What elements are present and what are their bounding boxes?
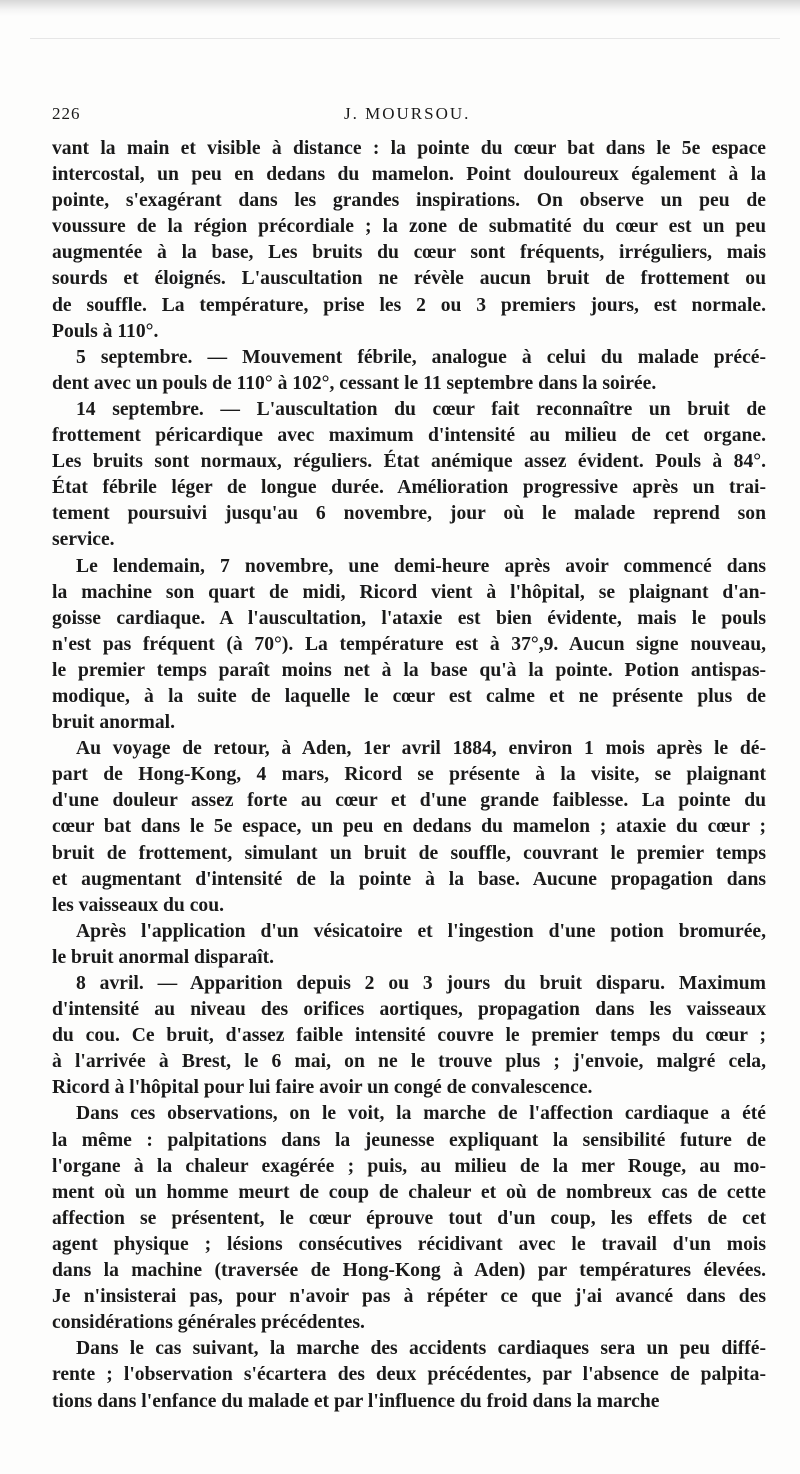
text-line: et augmentant d'intensité de la pointe à la base. Aucune propagation dans [52,868,766,890]
text-line: goisse cardiaque. A l'auscultation, l'ataxie est bien évidente, mais le pouls [52,607,766,629]
body-text [52,136,766,1415]
text-line: Au voyage de retour, à Aden, 1er avril 1884, environ 1 mois après le dé- [76,738,766,760]
page-top-edge [0,0,800,16]
paragraph [52,1101,766,1336]
text-line: le bruit anormal disparaît. [52,946,275,968]
text-line: Pouls à 110°. [52,320,159,342]
paragraph [52,736,766,919]
text-line: agent physique ; lésions consécutives récidivant avec le travail d'un mois [52,1233,766,1255]
paragraph [52,345,766,397]
text-line: rente ; l'observation s'écartera des deux précédentes, par l'absence de palpita- [52,1364,766,1386]
text-line: Je n'insisterai pas, pour n'avoir pas à répéter ce que j'ai avancé dans des [52,1286,766,1308]
paragraph [52,971,766,1101]
text-line: du cou. Ce bruit, d'assez faible intensité couvre le premier temps du cœur ; [52,1025,766,1047]
paragraph [52,1336,766,1414]
text-line: 5 septembre. — Mouvement fébrile, analogue à celui du malade précé- [76,346,766,368]
text-line: ment où un homme meurt de coup de chaleur et où de nombreux cas de cette [52,1181,766,1203]
text-line: État fébrile léger de longue durée. Amélioration progressive après un trai- [52,477,766,499]
text-line: le premier temps paraît moins net à la base qu'à la pointe. Potion antispas- [52,659,766,681]
text-line: à l'arrivée à Brest, le 6 mai, on ne le trouve plus ; j'envoie, malgré cela, [52,1051,766,1073]
text-line: considérations générales précédentes. [52,1312,365,1334]
text-line: Dans le cas suivant, la marche des accidents cardiaques sera un peu diffé- [76,1338,766,1360]
text-line: bruit de frottement, simulant un bruit de souffle, couvrant le premier temps [52,842,766,864]
running-title: J. MOURSOU. [344,104,471,123]
text-line: pointe, s'exagérant dans les grandes inspirations. On observe un peu de [52,190,766,212]
text-line: Les bruits sont normaux, réguliers. État anémique assez évident. Pouls à 84°. [52,451,766,473]
text-line: tement poursuivi jusqu'au 6 novembre, jour où le malade reprend son [52,503,766,525]
text-line: part de Hong-Kong, 4 mars, Ricord se présente à la visite, se plaignant [52,764,766,786]
text-line: la machine son quart de midi, Ricord vient à l'hôpital, se plaignant d'an- [52,581,766,603]
text-line: les vaisseaux du cou. [52,894,225,916]
text-line: l'organe à la chaleur exagérée ; puis, au milieu de la mer Rouge, au mo- [52,1155,766,1177]
text-line: de souffle. La température, prise les 2 ou 3 premiers jours, est normale. [52,294,766,316]
text-line: affection se présentent, le cœur éprouve tout d'un coup, les effets de cet [52,1207,766,1229]
text-line: voussure de la région précordiale ; la zone de submatité du cœur est un peu [52,216,766,238]
text-line: dent avec un pouls de 110° à 102°, cessant le 11 septembre dans la soirée. [52,372,657,394]
text-line: d'une douleur assez forte au cœur et d'une grande faiblesse. La pointe du [52,790,766,812]
text-line: 14 septembre. — L'auscultation du cœur fait reconnaître un bruit de [76,398,766,420]
text-line: intercostal, un peu en dedans du mamelon. Point douloureux également à la [52,164,766,186]
text-line: n'est pas fréquent (à 70°). La température est à 37°,9. Aucun signe nouveau, [52,633,766,655]
paragraph [52,136,766,345]
running-head [52,100,772,128]
text-line: tions dans l'enfance du malade et par l'influence du froid dans la marche [52,1390,660,1412]
text-line: dans la machine (traversée de Hong-Kong à Aden) par températures élevées. [52,1260,766,1282]
text-line: d'intensité au niveau des orifices aortiques, propagation dans les vaisseaux [52,999,766,1021]
text-line: bruit anormal. [52,712,176,734]
text-line: frottement péricardique avec maximum d'intensité au milieu de cet organe. [52,425,766,447]
text-line: Le lendemain, 7 novembre, une demi-heure après avoir commencé dans [76,555,766,577]
text-line: Dans ces observations, on le voit, la marche de l'affection cardiaque a été [76,1103,766,1125]
show-through-rule [30,38,780,39]
text-line: vant la main et visible à distance : la pointe du cœur bat dans le 5e espace [52,138,766,159]
text-line: modique, à la suite de laquelle le cœur est calme et ne présente plus de [52,685,766,707]
paragraph [52,397,766,554]
paragraph [52,554,766,737]
text-line: sourds et éloignés. L'auscultation ne révèle aucun bruit de frottement ou [52,268,766,290]
page-number: 226 [52,104,81,123]
text-line: la même : palpitations dans la jeunesse expliquant la sensibilité future de [52,1129,766,1151]
text-line: augmentée à la base, Les bruits du cœur sont fréquents, irréguliers, mais [52,242,766,264]
text-line: Après l'application d'un vésicatoire et l'ingestion d'une potion bromurée, [76,920,766,942]
text-line: cœur bat dans le 5e espace, un peu en dedans du mamelon ; ataxie du cœur ; [52,816,766,838]
paragraph [52,919,766,971]
text-line: Ricord à l'hôpital pour lui faire avoir un congé de convalescence. [52,1077,593,1099]
text-line: 8 avril. — Apparition depuis 2 ou 3 jours du bruit disparu. Maximum [76,973,766,994]
text-line: service. [52,529,115,551]
